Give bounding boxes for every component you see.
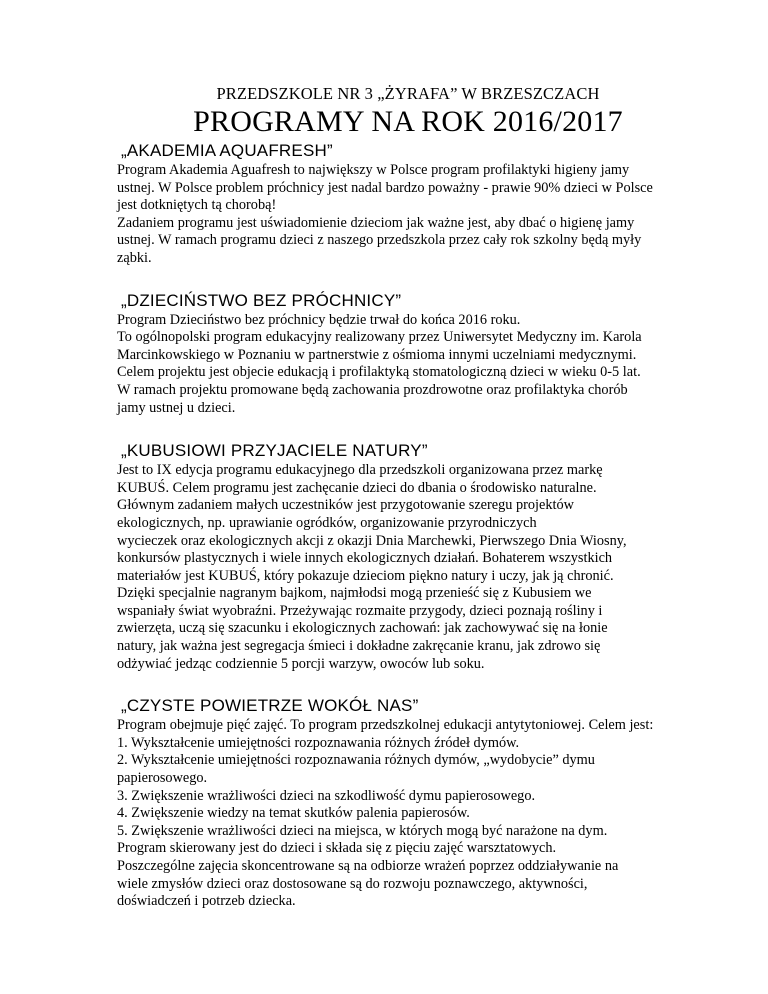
body-line: jamy ustnej u dzieci. (117, 399, 236, 416)
body-line: Poszczególne zajęcia skoncentrowane są na odbiorze wrażeń poprzez oddziaływanie na (117, 858, 619, 874)
body-line: doświadczeń i potrzeb dziecka. (117, 893, 296, 910)
body-line: Dzięki specjalnie nagranym bajkom, najmłodsi mogą przenieść się z Kubusiem we (117, 585, 592, 602)
body-line: Program Akademia Aguafresh to największy w Polsce program profilaktyki higieny jamy (117, 162, 630, 178)
body-line: ustnej. W Polsce problem próchnicy jest nadal bardzo poważny - prawie 90% dzieci w Polsce (117, 179, 653, 196)
body-line: 1. Wykształcenie umiejętności rozpoznawania różnych źródeł dymów. (117, 734, 520, 751)
body-line: Głównym zadaniem małych uczestników jest przygotowanie szeregu projektów (117, 497, 574, 514)
body-line: Program obejmuje pięć zajęć. To program przedszkolnej edukacji antytytoniowej. Celem jest: (117, 717, 654, 734)
school-name: PRZEDSZKOLE NR 3 „ŻYRAFA” W BRZESZCZACH (216, 84, 600, 103)
section-heading: „AKADEMIA AQUAFRESH” (121, 141, 333, 160)
section-czyste-powietrze (117, 695, 677, 911)
body-line: Marcinkowskiego w Poznaniu w partnerstwie z ośmioma innymi uczelniami medycznymi. (117, 346, 637, 363)
body-line: ekologicznych, np. uprawianie ogródków, organizowanie przyrodniczych (117, 514, 537, 531)
body-line: 4. Zwiększenie wiedzy na temat skutków palenia papierosów. (117, 805, 470, 822)
body-line: 5. Zwiększenie wrażliwości dzieci na miejsca, w których mogą być narażone na dym. (117, 822, 608, 839)
body-line: 3. Zwiększenie wrażliwości dzieci na szkodliwość dymu papierosowego. (117, 787, 536, 804)
body-line: natury, jak ważna jest segregacja śmieci i dokładne zakręcanie kranu, jak zdrowo się (117, 638, 601, 655)
body-line: ząbki. (117, 249, 152, 266)
section-body (117, 462, 677, 673)
page-title: PROGRAMY NA ROK 2016/2017 (193, 105, 623, 138)
section-heading: „KUBUSIOWI PRZYJACIELE NATURY” (121, 441, 428, 461)
section-body (117, 717, 677, 911)
body-line: Jest to IX edycja programu edukacyjnego dla przedszkoli organizowana przez markę (117, 462, 603, 479)
section-heading: „DZIECIŃSTWO BEZ PRÓCHNICY” (121, 290, 402, 310)
body-line: ustnej. W ramach programu dzieci z naszego przedszkola przez cały rok szkolny będą myły (117, 232, 642, 249)
section-akademia-aquafresh (117, 140, 677, 268)
body-line: Program skierowany jest do dzieci i składa się z pięciu zajęć warsztatowych. (117, 840, 557, 857)
section-heading: „CZYSTE POWIETRZE WOKÓŁ NAS” (121, 696, 419, 716)
body-line: materiałów jest KUBUŚ, który pokazuje dzieciom piękno natury i uczy, jak ją chronić. (117, 567, 614, 584)
body-line: To ogólnopolski program edukacyjny realizowany przez Uniwersytet Medyczny im. Karola (117, 329, 642, 346)
body-line: konkursów plastycznych i wiele innych ekologicznych działań. Bohaterem wszystkich (117, 550, 613, 567)
section-body (117, 162, 677, 268)
body-line: Celem projektu jest objecie edukacją i profilaktyką stomatologiczną dzieci w wieku 0-5 lat. (117, 364, 641, 381)
body-line: papierosowego. (117, 770, 208, 787)
body-line: W ramach projektu promowane będą zachowania prozdrowotne oraz profilaktyka chorób (117, 381, 628, 398)
body-line: wycieczek oraz ekologicznych akcji z okazji Dnia Marchewki, Pierwszego Dnia Wiosny, (117, 532, 627, 549)
body-line: KUBUŚ. Celem programu jest zachęcanie dzieci do dbania o środowisko naturalne. (117, 479, 597, 496)
section-body (117, 312, 677, 418)
body-line: Zadaniem programu jest uświadomienie dzieciom jak ważne jest, aby dbać o higienę jamy (117, 214, 635, 231)
document-page (117, 80, 677, 911)
body-line: wspaniały świat wyobraźni. Przeżywając rozmaite przygody, dzieci poznają rośliny i (117, 602, 603, 619)
body-line: 2. Wykształcenie umiejętności rozpoznawania różnych dymów, „wydobycie” dymu (117, 752, 595, 769)
section-dziecinstwo-bez-prochnicy (117, 290, 677, 418)
body-line: wiele zmysłów dzieci oraz dostosowane są do rozwoju poznawczego, aktywności, (117, 875, 588, 892)
section-kubusiowi-przyjaciele-natury (117, 440, 677, 673)
body-line: jest dotkniętych tą chorobą! (117, 197, 277, 214)
body-line: Program Dzieciństwo bez próchnicy będzie trwał do końca 2016 roku. (117, 311, 521, 328)
body-line: zwierzęta, uczą się szacunku i ekologicznych zachowań: jak zachowywać się na łonie (117, 620, 608, 637)
body-line: odżywiać jedząc codziennie 5 porcji warzyw, owoców lub soku. (117, 655, 485, 672)
